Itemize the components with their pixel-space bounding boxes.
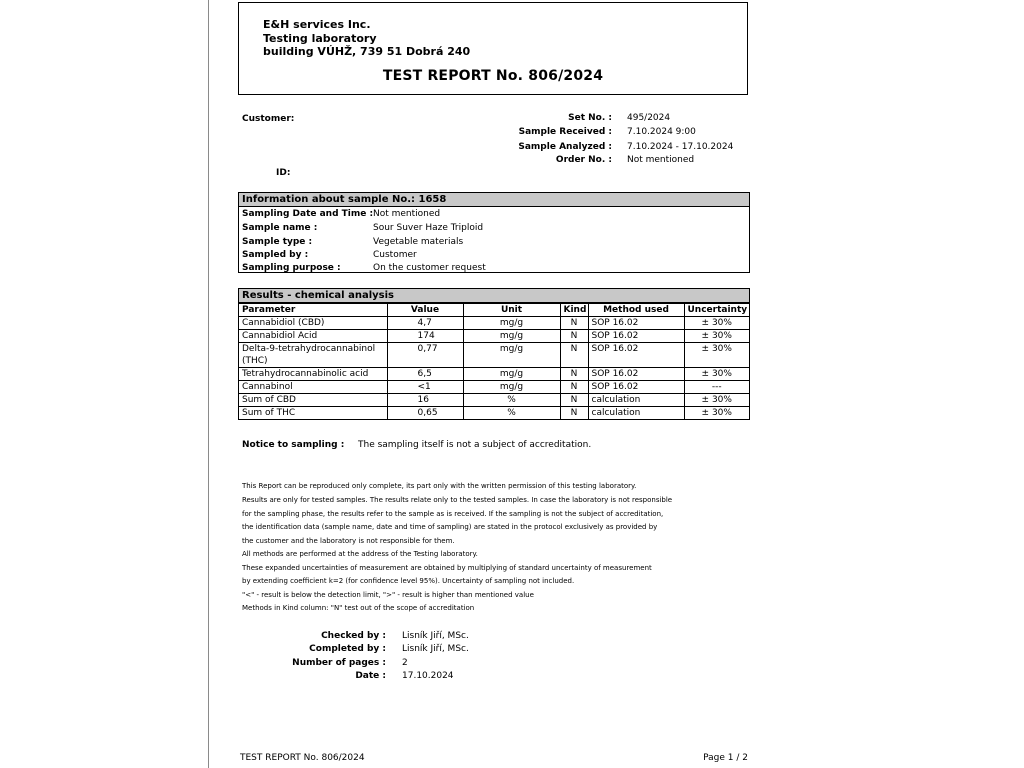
fine-print-line: for the sampling phase, the results refer to the sample as is received. If the sampling is not the subject of accreditation,	[242, 510, 664, 518]
cell-kind: N	[560, 330, 588, 343]
company-name: E&H services Inc.	[263, 18, 371, 31]
info-row	[242, 249, 417, 262]
cell-value: 174	[387, 330, 463, 343]
cell-parameter: Cannabidiol (CBD)	[239, 317, 387, 330]
table-row	[239, 381, 749, 394]
cell-method: SOP 16.02	[588, 343, 684, 368]
cell-parameter: Cannabidiol Acid	[239, 330, 387, 343]
info-row-value: On the customer request	[373, 263, 486, 273]
fine-print-line: This Report can be reproduced only complete, its part only with the written permission of this testing laboratory.	[242, 482, 637, 490]
cell-method: calculation	[588, 394, 684, 407]
sample-received-label: Sample Received :	[518, 127, 612, 137]
cell-unit: mg/g	[463, 343, 560, 368]
cell-value: 16	[387, 394, 463, 407]
cell-kind: N	[560, 407, 588, 420]
completed-by-label: Completed by :	[309, 644, 386, 654]
cell-value: 0,77	[387, 343, 463, 368]
cell-kind: N	[560, 343, 588, 368]
info-row	[242, 222, 483, 235]
sample-analyzed-label: Sample Analyzed :	[518, 142, 612, 152]
column-header: Kind	[560, 304, 588, 317]
cell-unit: %	[463, 394, 560, 407]
date-value: 17.10.2024	[402, 671, 454, 681]
cell-value: 6,5	[387, 368, 463, 381]
cell-method: SOP 16.02	[588, 317, 684, 330]
cell-method: SOP 16.02	[588, 381, 684, 394]
cell-uncertainty: ± 30%	[684, 343, 749, 368]
set-no-value: 495/2024	[627, 113, 671, 123]
set-no-label: Set No. :	[568, 113, 612, 123]
date-label: Date :	[355, 671, 386, 681]
info-row-value: Not mentioned	[373, 209, 441, 219]
column-header: Uncertainty	[684, 304, 749, 317]
completed-by-value: Lisník Jiří, MSc.	[402, 644, 469, 654]
info-row	[242, 262, 486, 275]
fine-print-line: All methods are performed at the address of the Testing laboratory.	[242, 550, 478, 558]
page-left-edge	[208, 0, 209, 768]
checked-by-label: Checked by :	[321, 631, 386, 641]
cell-unit: mg/g	[463, 330, 560, 343]
fine-print-line: Methods in Kind column: "N" test out of the scope of accreditation	[242, 604, 475, 612]
cell-value: <1	[387, 381, 463, 394]
cell-parameter: Cannabinol	[239, 381, 387, 394]
column-header: Parameter	[239, 304, 387, 317]
cell-kind: N	[560, 381, 588, 394]
column-header: Unit	[463, 304, 560, 317]
report-header-box	[238, 2, 748, 95]
number-of-pages-label: Number of pages :	[292, 658, 386, 668]
customer-label: Customer:	[242, 114, 295, 124]
fine-print-line: the customer and the laboratory is not responsible for them.	[242, 537, 455, 545]
fine-print-line: Results are only for tested samples. The results relate only to the tested samples. In case the laboratory is not responsible	[242, 496, 673, 504]
notice-label: Notice to sampling :	[242, 440, 345, 450]
cell-parameter: Sum of THC	[239, 407, 387, 420]
notice-to-sampling	[242, 440, 591, 450]
cell-value: 0,65	[387, 407, 463, 420]
table-row	[239, 394, 749, 407]
cell-unit: mg/g	[463, 368, 560, 381]
info-row-label: Sample type :	[242, 237, 313, 247]
sample-analyzed-value: 7.10.2024 - 17.10.2024	[627, 142, 734, 152]
info-row-value: Customer	[373, 250, 417, 260]
results-heading: Results - chemical analysis	[239, 289, 749, 303]
cell-kind: N	[560, 317, 588, 330]
lab-name: Testing laboratory	[263, 32, 377, 45]
cell-uncertainty: ± 30%	[684, 368, 749, 381]
table-row	[239, 368, 749, 381]
cell-unit: mg/g	[463, 381, 560, 394]
footer-page-number: Page 1 / 2	[703, 753, 748, 763]
results-table	[239, 303, 749, 419]
sample-info-box	[238, 192, 750, 273]
fine-print-line: "<" - result is below the detection limit, ">" - result is higher than mentioned value	[242, 591, 534, 599]
column-header: Method used	[588, 304, 684, 317]
results-box	[238, 288, 750, 420]
cell-unit: mg/g	[463, 317, 560, 330]
order-no-value: Not mentioned	[627, 155, 695, 165]
cell-method: SOP 16.02	[588, 330, 684, 343]
cell-method: SOP 16.02	[588, 368, 684, 381]
cell-parameter: Tetrahydrocannabinolic acid	[239, 368, 387, 381]
info-row-value: Vegetable materials	[373, 237, 464, 247]
fine-print-line: These expanded uncertainties of measurement are obtained by multiplying of standard uncertainty of measurement	[242, 564, 652, 572]
cell-value: 4,7	[387, 317, 463, 330]
sample-info-heading: Information about sample No.: 1658	[239, 193, 749, 207]
order-no-label: Order No. :	[555, 155, 612, 165]
cell-parameter: Sum of CBD	[239, 394, 387, 407]
table-row	[239, 317, 749, 330]
notice-text: The sampling itself is not a subject of accreditation.	[358, 440, 592, 450]
checked-by-value: Lisník Jiří, MSc.	[402, 631, 469, 641]
cell-uncertainty: ± 30%	[684, 317, 749, 330]
info-row-value: Sour Suver Haze Triploid	[373, 223, 484, 233]
report-title: TEST REPORT No. 806/2024	[382, 68, 604, 84]
number-of-pages-value: 2	[402, 658, 408, 668]
cell-method: calculation	[588, 407, 684, 420]
sample-received-value: 7.10.2024 9:00	[627, 127, 696, 137]
cell-parameter: Delta-9-tetrahydrocannabinol (THC)	[239, 343, 387, 368]
cell-unit: %	[463, 407, 560, 420]
id-label: ID:	[276, 168, 291, 178]
cell-uncertainty: ± 30%	[684, 330, 749, 343]
table-row	[239, 407, 749, 420]
fine-print-line: the identification data (sample name, date and time of sampling) are stated in the protocol exclusively as provided by	[242, 523, 658, 531]
info-row-label: Sample name :	[242, 223, 318, 233]
cell-kind: N	[560, 394, 588, 407]
cell-uncertainty: ± 30%	[684, 407, 749, 420]
info-row-label: Sampled by :	[242, 250, 309, 260]
cell-uncertainty: ---	[684, 381, 749, 394]
info-row-label: Sampling Date and Time :	[242, 209, 374, 219]
results-header-row	[239, 304, 749, 317]
info-row	[242, 208, 440, 221]
table-row	[239, 330, 749, 343]
table-row	[239, 343, 749, 368]
column-header: Value	[387, 304, 463, 317]
info-row-label: Sampling purpose :	[242, 263, 341, 273]
cell-kind: N	[560, 368, 588, 381]
lab-address: building VÚHŽ, 739 51 Dobrá 240	[263, 45, 471, 58]
footer-report-number: TEST REPORT No. 806/2024	[240, 753, 365, 763]
cell-uncertainty: ± 30%	[684, 394, 749, 407]
info-row	[242, 236, 463, 249]
fine-print-line: by extending coefficient k=2 (for confidence level 95%). Uncertainty of sampling not included.	[242, 577, 575, 585]
